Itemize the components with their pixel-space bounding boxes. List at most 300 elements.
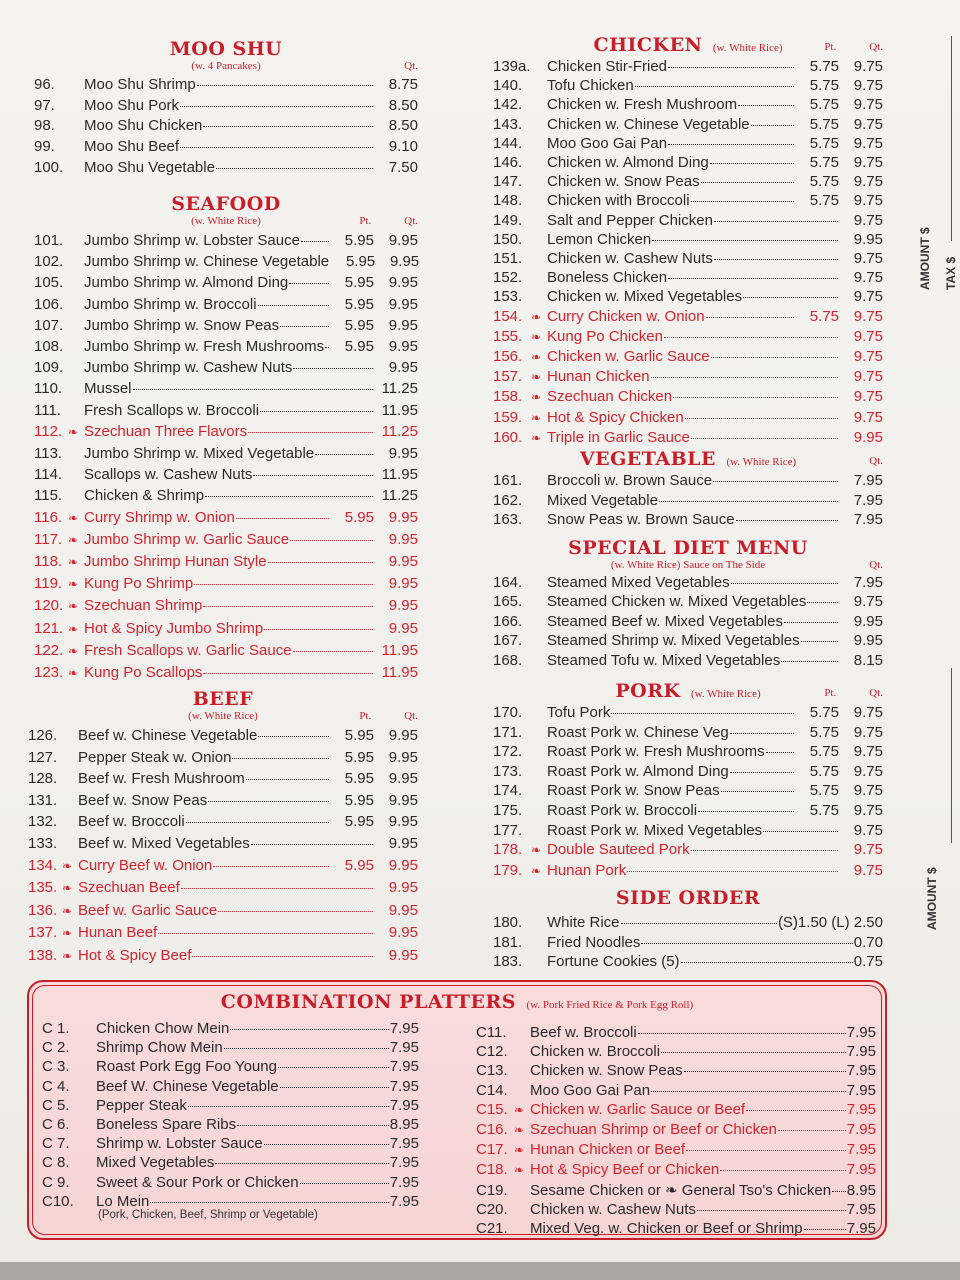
quart-price: 9.75 [853,782,883,800]
pint-price: 5.75 [809,762,839,780]
item-number: 138. [28,946,58,964]
dot-leader [258,736,329,737]
menu-item-row [34,421,418,443]
pepper-icon: ❧ [68,599,79,614]
item-number: C19. [476,1181,508,1199]
item-number: 119. [34,575,63,593]
dot-leader [215,1163,388,1164]
pepper-icon: ❧ [531,430,542,445]
item-number: C13. [476,1062,508,1080]
item-number: 118. [34,553,63,571]
pt-label: Pt. [824,687,837,699]
dot-leader [684,1071,846,1072]
moo-shu-list [34,75,418,179]
item-number: C14. [476,1081,508,1099]
side-order-header [493,887,883,913]
dot-leader [635,86,794,87]
item-number: 160. [493,428,523,446]
pepper-icon: ❧ [531,309,542,324]
item-number: 153. [493,288,523,306]
qt-label: Qt. [404,215,418,227]
pint-price: 5.75 [809,173,839,191]
item-number: 170. [493,704,523,721]
item-name: Fortune Cookies (5) [547,953,680,971]
col-headers [806,41,883,53]
dot-leader [280,326,329,327]
item-name: Chicken & Shrimp [84,487,205,505]
dot-leader [778,1130,846,1131]
pepper-icon: ❧ [531,370,542,385]
menu-item-row [476,1100,876,1120]
quart-price: 7.95 [853,472,883,489]
item-name: Curry Beef w. Onion [78,856,213,874]
dot-leader [258,305,329,306]
quart-price: 11.95 [381,641,418,659]
menu-item-row [493,211,883,230]
menu-item-row [493,172,883,191]
item-name: Chicken w. Cashew Nuts [530,1200,696,1218]
item-name: Jumbo Shrimp w. Fresh Mushrooms [84,338,325,356]
item-number: 158. [493,388,523,406]
dot-leader [730,772,794,773]
quart-price: 8.75 [388,76,418,93]
quart-price: 9.95 [388,834,418,852]
combo-left-list [42,1019,419,1211]
quart-price: 9.95 [853,428,883,446]
dot-leader [315,454,373,455]
item-price: 0.75 [853,953,883,971]
menu-item-row [34,251,418,272]
quart-price: 9.95 [388,770,418,788]
menu-item-row [493,840,883,861]
menu-item-row [34,443,418,464]
menu-item-row [34,378,418,399]
item-number: 164. [493,574,523,591]
quart-price: 9.95 [853,632,883,650]
dot-leader [714,259,838,260]
pepper-icon: ❧ [62,903,73,918]
pint-price: 5.75 [809,723,839,741]
item-number: 115. [34,487,63,505]
dot-leader [638,1033,846,1034]
seafood-header [34,193,418,215]
dot-leader [730,733,794,734]
dot-leader [197,85,373,86]
quart-price: 9.95 [388,597,418,615]
item-name: Beef w. Snow Peas [78,791,208,809]
dot-leader [686,1150,846,1151]
dot-leader [290,540,373,541]
quart-price: 9.75 [853,743,883,761]
item-name: Chicken w. Snow Peas [530,1062,683,1080]
pork-list [493,703,883,881]
menu-item-row [476,1200,876,1219]
chicken-section [493,34,883,448]
dot-leader [832,1191,846,1192]
item-name: Szechuan Chicken [547,388,673,406]
item-name: Jumbo Shrimp w. Lobster Sauce [84,232,300,249]
section-title: BEEF [192,688,254,710]
menu-item-row [34,96,418,117]
item-price: 7.95 [389,1058,419,1076]
dot-leader [280,1087,389,1088]
item-number: 108. [34,338,64,356]
item-number: C 9. [42,1173,70,1191]
item-name: Curry Shrimp w. Onion [84,508,235,526]
item-number: 150. [493,230,523,248]
item-name: Sweet & Sour Pork or Chicken [96,1173,299,1191]
pint-price: 5.95 [344,274,374,292]
special-diet-section [493,537,883,670]
item-name: Chicken Chow Mein [96,1020,230,1037]
dot-leader [731,583,838,584]
pint-price: 5.75 [809,77,839,95]
item-price: 7.95 [389,1192,419,1210]
item-price: 7.95 [389,1096,419,1114]
quart-price: 7.95 [853,511,883,529]
item-number: C 7. [42,1135,70,1153]
quart-price: 9.95 [388,946,418,964]
quart-price: 11.95 [381,466,418,484]
qt-label: Qt. [869,41,883,53]
item-number: 144. [493,134,523,152]
dot-leader [673,397,838,398]
item-number: 98. [34,117,55,135]
item-number: 123. [34,664,64,682]
menu-item-row [34,75,418,96]
pepper-icon: ❧ [514,1163,525,1178]
quart-price: 9.95 [388,813,418,831]
pint-price: 5.75 [809,134,839,152]
item-number: 162. [493,491,523,509]
item-price: 7.95 [846,1200,876,1218]
beef-list [28,725,418,968]
dot-leader [208,801,329,802]
section-title: MOO SHU [169,38,283,60]
menu-item-row [34,294,418,315]
item-name: Roast Pork w. Broccoli [547,801,698,819]
quart-price: 9.95 [388,338,418,356]
quart-price: 9.95 [389,253,420,271]
pint-price: 5.75 [809,96,839,114]
item-number: 111. [34,401,61,419]
dot-leader [158,933,373,934]
pint-price: 5.95 [344,856,374,874]
menu-item-row [42,1096,419,1115]
item-name: Hunan Pork [547,861,627,879]
dot-leader [180,147,373,148]
item-number: 136. [28,901,58,919]
quart-price: 9.75 [853,388,883,406]
item-name: Chicken w. Snow Peas [547,173,700,191]
qt-label: Qt. [869,559,883,571]
pepper-icon: ❧ [68,621,79,636]
item-name: Moo Shu Shrimp [84,76,196,93]
seafood-section [34,193,418,684]
dot-leader [743,297,838,298]
lo-mein-note: (Pork, Chicken, Beef, Shrimp or Vegetable) [98,1209,318,1222]
item-name: Steamed Beef w. Mixed Vegetables [547,612,783,630]
pint-price: 5.75 [809,192,839,210]
pint-price: 5.95 [344,338,374,356]
menu-item-row [34,640,418,662]
section-subtitle: (w. White Rice) Sauce on The Side [610,559,766,571]
menu-item-row [34,158,418,179]
menu-item-row [476,1140,876,1160]
item-price: 0.70 [853,933,883,951]
quart-price: 7.95 [853,491,883,509]
item-number: 177. [493,821,523,839]
item-number: C20. [476,1200,508,1218]
item-price: 7.95 [846,1081,876,1099]
item-name: Roast Pork w. Chinese Veg [547,723,729,741]
quart-price: 9.95 [388,359,418,377]
quart-price: 9.75 [853,821,883,839]
pint-price: 5.75 [809,704,839,721]
item-name: Mixed Veg. w. Chicken or Beef or Shrimp [530,1220,803,1238]
pint-price: 5.75 [809,782,839,800]
menu-item-row [42,1134,419,1153]
special-diet-header [493,537,883,559]
item-number: 178. [493,841,523,859]
item-number: 140. [493,77,523,95]
pint-price: 5.95 [344,748,374,766]
moo-shu-subheader [34,60,418,72]
item-number: 102. [34,253,64,271]
item-number: 106. [34,295,64,313]
pepper-icon: ❧ [68,577,79,592]
menu-item-row [42,1057,419,1076]
item-price: 7.95 [389,1039,419,1057]
quart-price: 9.75 [853,408,883,426]
quart-price: 9.95 [388,295,418,313]
item-name: Beef w. Broccoli [78,813,185,831]
menu-item-row [34,230,418,251]
dot-leader [781,661,838,662]
quart-price: 11.25 [381,380,418,398]
dot-leader [186,822,329,823]
item-number: C18. [476,1161,508,1179]
special-diet-subheader [493,559,883,571]
menu-item-row [28,855,418,878]
dot-leader [659,501,838,502]
item-name: Moo Shu Chicken [84,117,203,135]
qt-label: Qt. [404,710,418,722]
dot-leader [260,411,373,412]
pepper-icon: ❧ [68,666,79,681]
dot-leader [203,673,373,674]
dot-leader [194,584,373,585]
item-name: Fresh Scallops w. Garlic Sauce [84,641,292,659]
item-number: 148. [493,192,523,210]
dot-leader [264,1144,389,1145]
menu-item-row [34,336,418,357]
item-number: 175. [493,801,523,819]
item-name: Chicken w. Garlic Sauce or Beef [530,1100,746,1118]
seafood-list [34,230,418,684]
dot-leader [801,641,838,642]
menu-item-row [34,507,418,529]
item-name: Roast Pork Egg Foo Young [96,1058,277,1076]
item-number: 116. [34,508,63,526]
vegetable-list [493,471,883,530]
dot-leader [746,1110,846,1111]
quart-price: 9.75 [853,593,883,611]
col-headers [341,710,418,722]
menu-item-row [493,612,883,631]
menu-item-row [34,272,418,293]
dot-leader [205,496,373,497]
item-number: 110. [34,380,63,398]
dot-leader [807,602,838,603]
item-number: 173. [493,762,523,780]
menu-item-row [476,1181,876,1200]
menu-item-row [34,315,418,336]
dot-leader [611,713,794,714]
combo-header [29,991,885,1013]
vegetable-section [493,448,883,530]
pint-price: 5.95 [344,813,374,831]
item-name: Scallops w. Cashew Nuts [84,466,253,484]
menu-item-row [493,861,883,882]
item-price: 7.95 [846,1141,876,1159]
item-number: 114. [34,466,63,484]
item-number: 146. [493,154,523,172]
item-number: C21. [476,1220,508,1238]
menu-item-row [34,618,418,640]
dot-leader [738,105,794,106]
dot-leader [701,182,794,183]
item-price: 7.95 [389,1135,419,1153]
item-name: Szechuan Shrimp [84,597,203,615]
menu-item-row [42,1038,419,1057]
section-note: (w. White Rice) [690,688,761,700]
pint-price: 5.75 [809,801,839,819]
dot-leader [706,317,794,318]
pepper-icon: ❧ [531,843,542,858]
item-number: 179. [493,861,523,879]
item-name: Curry Chicken w. Onion [547,307,705,325]
section-subtitle: (w. White Rice) [188,710,258,722]
item-name: Sesame Chicken or ❧ General Tso's Chicken [530,1181,832,1199]
item-name: Chicken w. Fresh Mushroom [547,96,738,114]
menu-item-row [493,408,883,428]
item-name: Moo Shu Vegetable [84,158,215,176]
menu-item-row [28,790,418,812]
item-number: 107. [34,316,64,334]
item-number: C 6. [42,1116,70,1134]
menu-item-row [493,762,883,782]
menu-item-row [28,747,418,769]
vegetable-header [493,448,883,470]
pepper-icon: ❧ [68,643,79,658]
menu-item-row [493,933,883,953]
menu-item-row [493,76,883,95]
menu-item-row [493,723,883,743]
menu-item-row [493,249,883,268]
item-number: 121. [34,619,64,637]
item-number: 161. [493,472,523,489]
item-name: Double Sauteed Pork [547,841,690,859]
pepper-icon: ❧ [68,424,79,439]
dot-leader [627,871,838,872]
menu-item-row [493,801,883,821]
dot-leader [236,518,329,519]
dot-leader [652,240,838,241]
item-name: Hunan Beef [78,924,158,942]
pint-price: 5.75 [809,58,839,75]
menu-item-row [493,95,883,114]
side-order-list [493,913,883,972]
dot-leader [293,368,373,369]
dot-leader [218,911,373,912]
menu-item-row [42,1115,419,1134]
dot-leader [289,283,329,284]
amount-line-2 [951,668,952,843]
item-number: 100. [34,158,64,176]
item-number: 128. [28,770,58,788]
item-name: Jumbo Shrimp w. Mixed Vegetable [84,445,315,463]
dot-leader [766,752,794,753]
quart-price: 9.95 [388,445,418,463]
item-number: 134. [28,856,58,874]
item-price: 7.95 [846,1220,876,1238]
item-number: 154. [493,307,523,325]
item-name: Chicken w. Broccoli [530,1043,661,1061]
quart-price: 7.50 [388,158,418,176]
pepper-icon: ❧ [514,1143,525,1158]
item-name: Beef w. Chinese Vegetable [78,727,258,744]
dot-leader [264,629,373,630]
item-name: Hot & Spicy Beef [78,946,192,964]
pepper-icon: ❧ [62,858,73,873]
menu-item-row [34,116,418,137]
item-number: 181. [493,933,523,951]
dot-leader [685,418,838,419]
dot-leader [720,1170,846,1171]
dot-leader [192,956,373,957]
menu-item-row [34,400,418,421]
item-name: Jumbo Shrimp w. Broccoli [84,295,257,313]
quart-price: 9.75 [853,288,883,306]
item-name: Lemon Chicken [547,230,652,248]
dot-leader [224,1048,389,1049]
quart-price: 11.25 [381,487,418,505]
menu-item-row [493,781,883,801]
amount-label: AMOUNT $ [918,227,932,290]
pint-price: 5.75 [809,307,839,325]
quart-price: 9.95 [388,508,418,526]
dot-leader [668,67,794,68]
item-name: Chicken w. Almond Ding [547,154,709,172]
section-subtitle: (w. White Rice) [191,215,261,227]
item-name: White Rice [547,914,620,931]
combo-right-list [476,1023,876,1238]
item-number: C15. [476,1100,508,1118]
item-number: 157. [493,368,523,386]
dot-leader [300,1183,389,1184]
dot-leader [698,811,794,812]
dot-leader [213,866,329,867]
item-name: Shrimp w. Lobster Sauce [96,1135,263,1153]
item-number: 96. [34,76,55,93]
menu-item-row [493,327,883,347]
item-number: C11. [476,1024,507,1041]
dot-leader [181,888,373,889]
quart-price: 9.95 [388,575,418,593]
dot-leader [691,438,838,439]
dot-leader [721,791,794,792]
